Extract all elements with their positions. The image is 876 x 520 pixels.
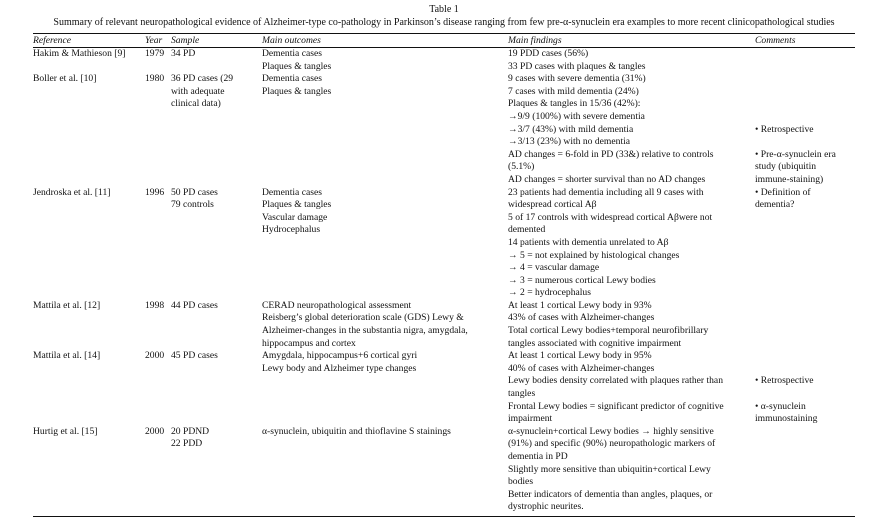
findings-line: 33 PD cases with plaques & tangles [508,60,646,72]
sample-line: 45 PD cases [171,350,218,362]
findings-line: dystrophic neurites. [508,501,584,513]
cell-findings [508,187,755,300]
findings-line: α-synuclein+cortical Lewy bodies → highly sensitive [508,425,714,437]
findings-line: 5 of 17 controls with widespread cortical Aβwere not [508,211,713,223]
header-sample: Sample [171,35,200,46]
cell-reference [33,300,145,350]
cell-sample [171,350,262,426]
outcomes-line: Dementia cases [262,73,322,85]
header-outcomes: Main outcomes [262,35,321,46]
reference-text: Hakim & Mathieson [9] [33,48,126,59]
comments-line [755,363,855,376]
cell-findings [508,48,755,73]
cell-year [145,48,171,73]
comments-line: • Pre-α-synuclein era [755,148,836,160]
findings-line: →3/7 (43%) with mild dementia [508,123,634,135]
cell-outcomes [262,73,508,186]
outcomes-line: Hydrocephalus [262,224,321,236]
cell-outcomes [262,187,508,300]
findings-line: Better indicators of dementia than angles, plaques, or [508,488,713,500]
findings-line: AD changes = shorter survival than no AD changes [508,173,706,185]
comments-line [755,350,855,363]
sample-line: 50 PD cases [171,186,218,198]
header-reference: Reference [33,35,71,46]
findings-line: At least 1 cortical Lewy body in 95% [508,350,652,362]
findings-line: 40% of cases with Alzheimer-changes [508,362,655,374]
outcomes-line: hippocampus and cortex [262,337,356,349]
table-row [33,300,855,350]
reference-text: Hurtig et al. [15] [33,425,98,437]
table-row [33,187,855,300]
sample-line: 44 PD cases [171,299,218,311]
outcomes-line: Plaques & tangles [262,199,332,211]
year-text: 1996 [145,186,165,198]
findings-line: →9/9 (100%) with severe dementia [508,110,645,122]
comments-line: • Definition of [755,186,811,198]
reference-text: Boller et al. [10] [33,73,97,85]
findings-line: Plaques & tangles in 15/36 (42%): [508,98,641,110]
header-row [33,34,855,47]
sample-line: clinical data) [171,98,221,110]
cell-year [145,426,171,514]
outcomes-line: Alzheimer-changes in the substantia nigra, amygdala, [262,325,468,337]
comments-line [755,111,855,124]
table-header [33,34,855,48]
findings-line: (91%) and specific (90%) neuropathologic markers of [508,438,716,450]
cell-sample [171,48,262,73]
cell-findings [508,300,755,350]
findings-line: 14 patients with dementia unrelated to Aβ [508,236,669,248]
findings-line: tangles associated with cognitive impairment [508,337,682,349]
cell-outcomes [262,300,508,350]
cell-reference [33,187,145,300]
comments-line [755,98,855,111]
findings-line: → 5 = not explained by histological changes [508,249,680,261]
table-row [33,350,855,426]
findings-line: Slightly more sensitive than ubiquitin+cortical Lewy [508,463,711,475]
sample-line: 22 PDD [171,438,203,450]
cell-outcomes [262,426,508,514]
findings-line: 23 patients had dementia including all 9 cases with [508,186,704,198]
comments-line: dementia? [755,199,795,211]
table-row [33,73,855,186]
outcomes-line: Plaques & tangles [262,85,332,97]
outcomes-line: CERAD neuropathological assessment [262,299,412,311]
comments-line [755,73,855,86]
comments-line [755,86,855,99]
cell-year [145,350,171,426]
sample-line: 20 PDND [171,425,210,437]
comments-line: study (ubiquitin [755,161,817,173]
comments-line: immunostaining [755,413,818,425]
outcomes-line: α-synuclein, ubiquitin and thioflavine S stainings [262,425,451,437]
table-row [33,48,855,73]
cell-sample [171,73,262,186]
table-caption: Summary of relevant neuropathological evidence of Alzheimer-type co-pathology in Parkinson’s disease ranging from few pre-α-synuclein era examples to more recent clinicopathological studies [53,17,835,28]
findings-line: tangles [508,388,536,400]
cell-year [145,300,171,350]
year-text: 1998 [145,299,165,311]
sample-line: 79 controls [171,199,214,211]
findings-line: 7 cases with mild dementia (24%) [508,85,639,97]
findings-line: → 4 = vascular damage [508,262,600,274]
findings-line: → 2 = hydrocephalus [508,287,591,299]
header-comments: Comments [755,35,796,46]
year-text: 1979 [145,48,165,59]
outcomes-line: Dementia cases [262,48,322,59]
findings-line: demented [508,224,546,236]
cell-reference [33,48,145,73]
sample-line: 36 PD cases (29 [171,73,234,85]
outcomes-line: Amygdala, hippocampus+6 cortical gyri [262,350,418,362]
cell-sample [171,426,262,514]
findings-table [33,34,855,514]
cell-findings [508,426,755,514]
comments-line: • Retrospective [755,375,814,387]
header-findings: Main findings [508,35,562,46]
findings-line: →3/13 (23%) with no dementia [508,136,631,148]
findings-line: impairment [508,413,553,425]
comments-line: • Retrospective [755,123,814,135]
year-text: 2000 [145,425,165,437]
cell-comments [755,426,855,514]
outcomes-line: Reisberg’s global deterioration scale (GDS) Lewy & [262,312,464,324]
outcomes-line: Vascular damage [262,211,328,223]
cell-sample [171,187,262,300]
findings-line: Lewy bodies density correlated with plaques rather than [508,375,723,387]
findings-line: 43% of cases with Alzheimer-changes [508,312,655,324]
cell-reference [33,73,145,186]
findings-line: 9 cases with severe dementia (31%) [508,73,646,85]
cell-outcomes [262,48,508,73]
reference-text: Jendroska et al. [11] [33,186,111,198]
outcomes-line: Plaques & tangles [262,60,332,72]
cell-comments [755,300,855,350]
year-text: 1980 [145,73,165,85]
findings-line: Total cortical Lewy bodies+temporal neurofibrillary [508,325,709,337]
findings-line: (5.1%) [508,161,535,173]
table-body [33,48,855,514]
header-year: Year [145,35,163,46]
findings-line: AD changes = 6-fold in PD (33&) relative to controls [508,148,714,160]
cell-outcomes [262,350,508,426]
cell-reference [33,350,145,426]
year-text: 2000 [145,350,165,362]
findings-line: At least 1 cortical Lewy body in 93% [508,299,652,311]
cell-comments [755,48,855,73]
findings-line: Frontal Lewy bodies = significant predictor of cognitive [508,400,724,412]
cell-findings [508,350,755,426]
findings-line: dementia in PD [508,451,568,462]
cell-reference [33,426,145,514]
cell-comments [755,350,855,426]
outcomes-line: Dementia cases [262,186,322,198]
outcomes-line: Lewy body and Alzheimer type changes [262,362,417,374]
comments-line: immune-staining) [755,173,824,185]
findings-line: bodies [508,476,534,488]
reference-text: Mattila et al. [12] [33,299,101,311]
sample-line: 34 PD [171,48,196,59]
cell-sample [171,300,262,350]
cell-findings [508,73,755,186]
sample-line: with adequate [171,85,225,97]
findings-line: widespread cortical Aβ [508,199,597,211]
comments-line [755,136,855,149]
cell-year [145,187,171,300]
comments-line: • α-synuclein [755,400,806,412]
comments-line [755,388,855,401]
table-label: Table 1 [429,4,459,15]
cell-comments [755,73,855,186]
cell-year [145,73,171,186]
document-page [33,4,855,517]
cell-comments [755,187,855,300]
table-row [33,426,855,514]
reference-text: Mattila et al. [14] [33,350,101,362]
findings-line: → 3 = numerous cortical Lewy bodies [508,274,656,286]
bottom-rule [33,516,855,517]
findings-line: 19 PDD cases (56%) [508,48,589,59]
